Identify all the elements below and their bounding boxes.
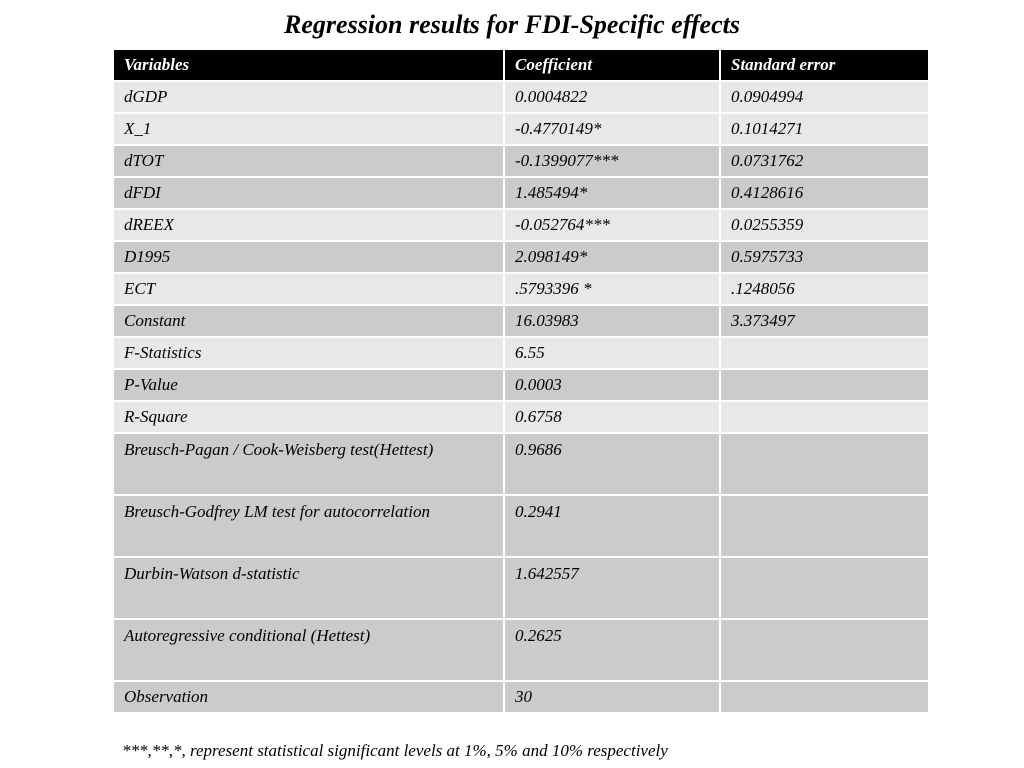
cell-standard-error: 0.0731762: [720, 145, 929, 177]
cell-coefficient: .5793396 *: [504, 273, 720, 305]
cell-variable: Autoregressive conditional (Hettest): [113, 619, 504, 681]
cell-standard-error: 3.373497: [720, 305, 929, 337]
cell-standard-error: .1248056: [720, 273, 929, 305]
table-header-row: [113, 49, 929, 81]
cell-coefficient: -0.4770149*: [504, 113, 720, 145]
cell-coefficient: -0.052764***: [504, 209, 720, 241]
cell-standard-error: [720, 681, 929, 713]
column-header-coefficient: Coefficient: [504, 49, 720, 81]
cell-variable: F-Statistics: [113, 337, 504, 369]
cell-coefficient: 2.098149*: [504, 241, 720, 273]
cell-standard-error: 0.5975733: [720, 241, 929, 273]
cell-variable: Breusch-Godfrey LM test for autocorrelation: [113, 495, 504, 557]
cell-standard-error: 0.4128616: [720, 177, 929, 209]
table-row: [113, 241, 929, 273]
cell-variable: D1995: [113, 241, 504, 273]
table-row: [113, 619, 929, 681]
cell-standard-error: 0.1014271: [720, 113, 929, 145]
cell-standard-error: [720, 401, 929, 433]
table-row: [113, 273, 929, 305]
cell-standard-error: [720, 619, 929, 681]
table-row: [113, 557, 929, 619]
table-row: [113, 401, 929, 433]
cell-variable: P-Value: [113, 369, 504, 401]
regression-table: [112, 48, 930, 714]
cell-variable: dTOT: [113, 145, 504, 177]
cell-coefficient: 0.2941: [504, 495, 720, 557]
significance-footnote: ***,**,*, represent statistical significant levels at 1%, 5% and 10% respectively: [122, 741, 668, 760]
table-row: [113, 209, 929, 241]
cell-coefficient: 0.2625: [504, 619, 720, 681]
cell-coefficient: 0.6758: [504, 401, 720, 433]
column-header-variables: Variables: [113, 49, 504, 81]
cell-variable: Observation: [113, 681, 504, 713]
cell-variable: dGDP: [113, 81, 504, 113]
table-row: [113, 495, 929, 557]
table-row: [113, 305, 929, 337]
table-row: [113, 369, 929, 401]
table-row: [113, 113, 929, 145]
cell-standard-error: 0.0904994: [720, 81, 929, 113]
table-row: [113, 145, 929, 177]
cell-coefficient: 30: [504, 681, 720, 713]
table-row: [113, 433, 929, 495]
cell-variable: Durbin-Watson d-statistic: [113, 557, 504, 619]
table-row: [113, 681, 929, 713]
cell-coefficient: 1.485494*: [504, 177, 720, 209]
page-title: Regression results for FDI-Specific effects: [284, 10, 740, 39]
cell-standard-error: [720, 433, 929, 495]
cell-standard-error: [720, 495, 929, 557]
column-header-standard-error: Standard error: [720, 49, 929, 81]
cell-standard-error: 0.0255359: [720, 209, 929, 241]
cell-variable: R-Square: [113, 401, 504, 433]
cell-standard-error: [720, 337, 929, 369]
cell-variable: dREEX: [113, 209, 504, 241]
cell-variable: ECT: [113, 273, 504, 305]
table-row: [113, 337, 929, 369]
cell-coefficient: 0.9686: [504, 433, 720, 495]
cell-coefficient: 16.03983: [504, 305, 720, 337]
cell-coefficient: 0.0003: [504, 369, 720, 401]
cell-variable: Constant: [113, 305, 504, 337]
table-row: [113, 81, 929, 113]
cell-standard-error: [720, 557, 929, 619]
cell-coefficient: 0.0004822: [504, 81, 720, 113]
cell-variable: dFDI: [113, 177, 504, 209]
cell-coefficient: 1.642557: [504, 557, 720, 619]
cell-coefficient: 6.55: [504, 337, 720, 369]
cell-variable: Breusch-Pagan / Cook-Weisberg test(Hettest): [113, 433, 504, 495]
cell-standard-error: [720, 369, 929, 401]
cell-coefficient: -0.1399077***: [504, 145, 720, 177]
cell-variable: X_1: [113, 113, 504, 145]
table-row: [113, 177, 929, 209]
